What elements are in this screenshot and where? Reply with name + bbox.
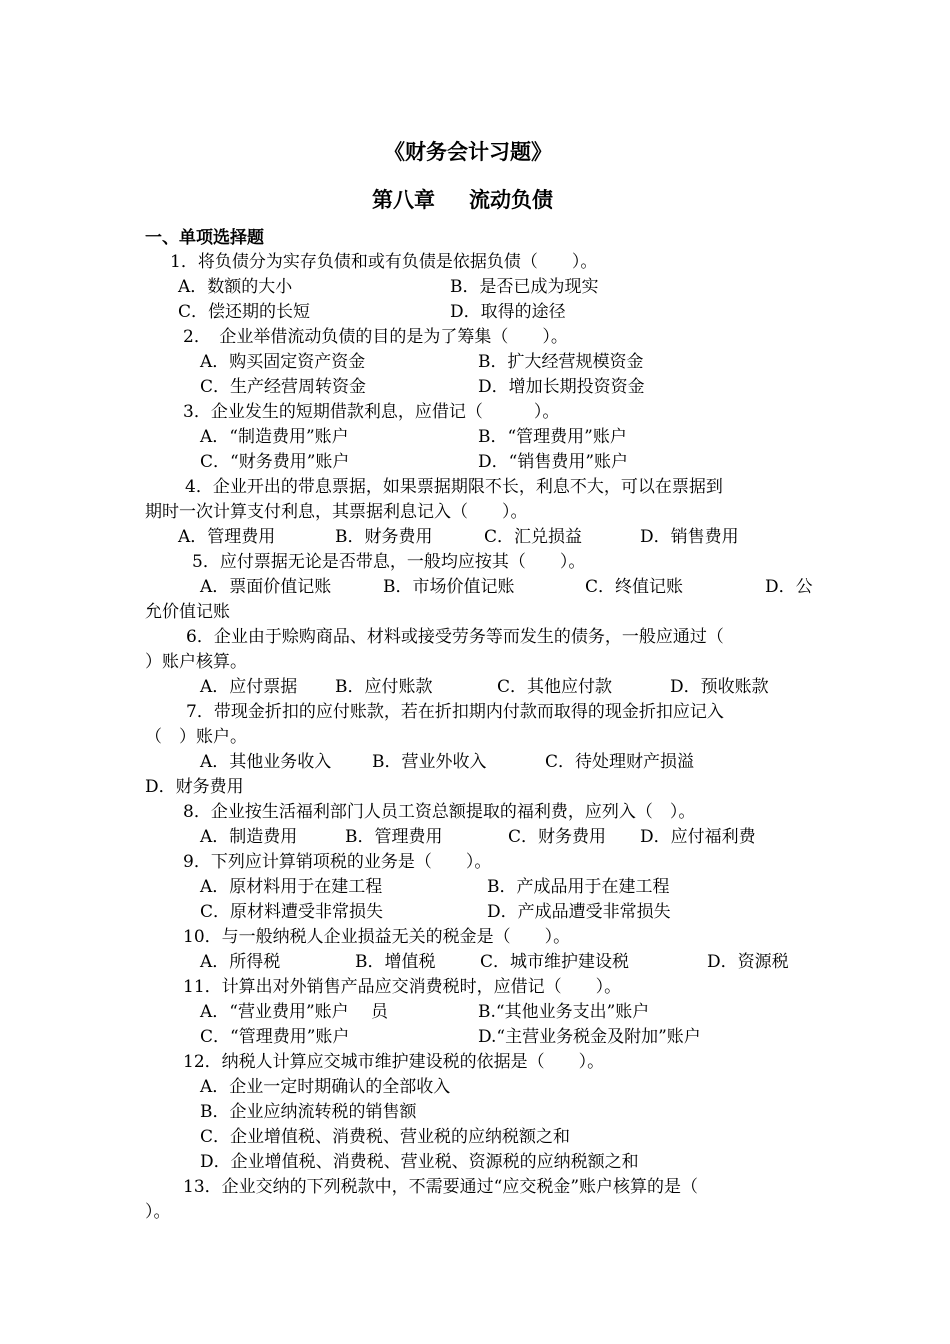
option-text: D．产成品遭受非常损失 bbox=[487, 902, 671, 922]
question-text: 11．计算出对外销售产品应交消费税时，应借记（ ）。 bbox=[183, 977, 622, 997]
option-text: D．预收账款 bbox=[670, 677, 769, 697]
option-text: B．“管理费用”账户 bbox=[478, 427, 627, 447]
question-text: 2． 企业举借流动负债的目的是为了筹集（ ）。 bbox=[183, 327, 568, 347]
option-text: A．其他业务收入 bbox=[200, 752, 332, 772]
option-text: A．数额的大小 bbox=[178, 277, 293, 297]
option-text: D．“销售费用”账户 bbox=[478, 452, 629, 472]
option-text: C．偿还期的长短 bbox=[178, 302, 311, 322]
option-text: B．企业应纳流转税的销售额 bbox=[200, 1102, 417, 1122]
option-text: B．市场价值记账 bbox=[383, 577, 515, 597]
option-text: D．公 bbox=[765, 577, 813, 597]
option-text: B．产成品用于在建工程 bbox=[487, 877, 670, 897]
option-text: C．原材料遭受非常损失 bbox=[200, 902, 384, 922]
option-text: A．票面价值记账 bbox=[200, 577, 332, 597]
question-text: 5．应付票据无论是否带息，一般均应按其（ ）。 bbox=[192, 552, 586, 572]
option-text: B．增值税 bbox=[355, 952, 436, 972]
option-text: B．财务费用 bbox=[335, 527, 433, 547]
question-text-continued: 期时一次计算支付利息，其票据利息记入（ ）。 bbox=[145, 502, 528, 522]
question-text: 4．企业开出的带息票据，如果票据期限不长，利息不大，可以在票据到 bbox=[185, 477, 723, 497]
option-text: B．扩大经营规模资金 bbox=[478, 352, 644, 372]
page-title: 《财务会计习题》 bbox=[384, 140, 552, 164]
option-text: D．取得的途径 bbox=[450, 302, 566, 322]
option-text: A．管理费用 bbox=[178, 527, 276, 547]
option-text-continued: 允价值记账 bbox=[145, 602, 230, 622]
option-text: D．资源税 bbox=[707, 952, 789, 972]
option-text: B．营业外收入 bbox=[372, 752, 487, 772]
chapter-name: 流动负债 bbox=[469, 188, 553, 212]
option-text: A．“制造费用”账户 bbox=[200, 427, 349, 447]
question-text: 7．带现金折扣的应付账款，若在折扣期内付款而取得的现金折扣应记入 bbox=[186, 702, 724, 722]
option-text: C．汇兑损益 bbox=[484, 527, 583, 547]
question-text: 10．与一般纳税人企业损益无关的税金是（ ）。 bbox=[183, 927, 571, 947]
option-text: A．制造费用 bbox=[200, 827, 298, 847]
option-text: D．应付福利费 bbox=[640, 827, 756, 847]
option-text: B.“其他业务支出”账户 bbox=[478, 1002, 650, 1022]
option-text: A．企业一定时期确认的全部收入 bbox=[200, 1077, 451, 1097]
option-text: D．财务费用 bbox=[145, 777, 244, 797]
option-text: D．增加长期投资资金 bbox=[478, 377, 645, 397]
question-text: 13．企业交纳的下列税款中，不需要通过“应交税金”账户核算的是（ bbox=[183, 1177, 699, 1197]
question-text: 6．企业由于赊购商品、材料或接受劳务等而发生的债务，一般应通过（ bbox=[186, 627, 724, 647]
option-text: B．管理费用 bbox=[345, 827, 443, 847]
option-text: C．待处理财产损溢 bbox=[545, 752, 695, 772]
option-text: C．财务费用 bbox=[508, 827, 607, 847]
question-text-continued: ）账户核算。 bbox=[145, 652, 247, 672]
option-text: A．“营业费用”账户 员 bbox=[200, 1002, 389, 1022]
option-text: A．原材料用于在建工程 bbox=[200, 877, 383, 897]
question-text: 1．将负债分为实存负债和或有负债是依据负债（ ）。 bbox=[170, 252, 598, 272]
option-text: C．生产经营周转资金 bbox=[200, 377, 367, 397]
chapter-heading bbox=[372, 188, 553, 212]
option-text: A．应付票据 bbox=[200, 677, 298, 697]
option-text: C．城市维护建设税 bbox=[480, 952, 630, 972]
question-text: 8．企业按生活福利部门人员工资总额提取的福利费，应列入（ ）。 bbox=[183, 802, 696, 822]
option-text: C．企业增值税、消费税、营业税的应纳税额之和 bbox=[200, 1127, 571, 1147]
option-text: C．其他应付款 bbox=[497, 677, 613, 697]
option-text: C．“管理费用”账户 bbox=[200, 1027, 350, 1047]
option-text: D.“主营业务税金及附加”账户 bbox=[478, 1027, 701, 1047]
question-text: 9．下列应计算销项税的业务是（ ）。 bbox=[183, 852, 492, 872]
question-text-continued: （ ）账户。 bbox=[145, 727, 247, 747]
question-text-continued: ）。 bbox=[145, 1202, 171, 1222]
option-text: C．“财务费用”账户 bbox=[200, 452, 350, 472]
question-text: 3．企业发生的短期借款利息，应借记（ ）。 bbox=[183, 402, 560, 422]
question-text: 12．纳税人计算应交城市维护建设税的依据是（ ）。 bbox=[183, 1052, 605, 1072]
option-text: D．销售费用 bbox=[640, 527, 739, 547]
option-text: B．是否已成为现实 bbox=[450, 277, 599, 297]
section-title: 一、单项选择题 bbox=[145, 228, 264, 248]
option-text: A．购买固定资产资金 bbox=[200, 352, 366, 372]
option-text: A．所得税 bbox=[200, 952, 281, 972]
option-text: D．企业增值税、消费税、营业税、资源税的应纳税额之和 bbox=[200, 1152, 639, 1172]
option-text: C．终值记账 bbox=[585, 577, 684, 597]
option-text: B．应付账款 bbox=[335, 677, 433, 697]
chapter-number: 第八章 bbox=[372, 188, 435, 212]
